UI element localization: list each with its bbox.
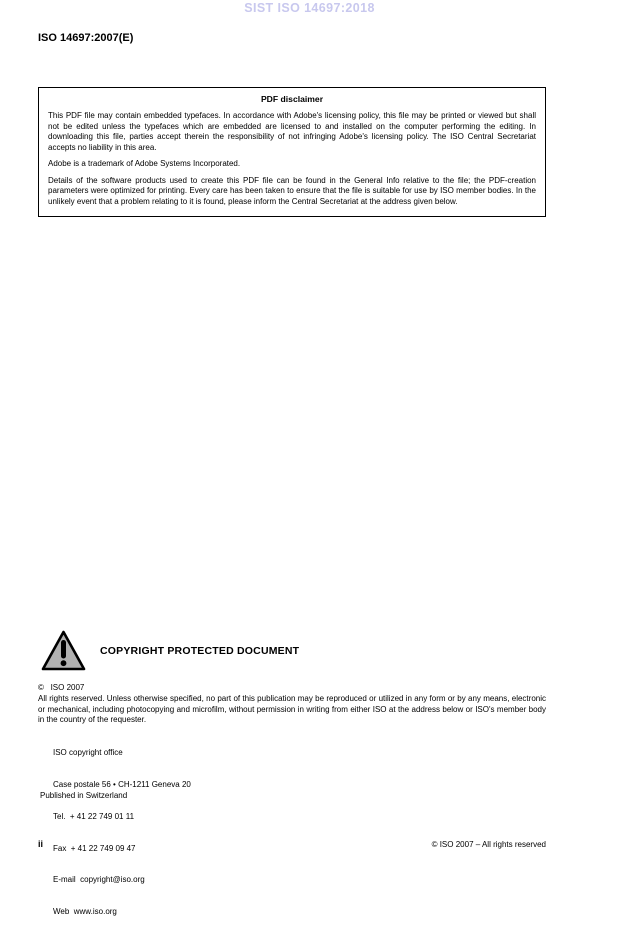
copyright-heading: COPYRIGHT PROTECTED DOCUMENT: [100, 644, 300, 657]
watermark-text: SIST ISO 14697:2018: [244, 1, 375, 15]
address-line: Case postale 56 • CH-1211 Geneva 20: [53, 779, 191, 789]
copyright-body: All rights reserved. Unless otherwise specified, no part of this publication may be reproduced or utilized in any form or by any means, electronic or mechanical, including photocopying and microfilm, without permission in writing from either ISO at the address below or ISO's member body in the country of the requester.: [38, 694, 546, 725]
address-line: Fax + 41 22 749 09 47: [53, 843, 136, 853]
disclaimer-paragraph: Adobe is a trademark of Adobe Systems Incorporated.: [48, 159, 241, 169]
iso-address-block: [53, 727, 191, 939]
disclaimer-title: PDF disclaimer: [260, 94, 324, 104]
disclaimer-paragraph: This PDF file may contain embedded typefaces. In accordance with Adobe's licensing policy, this file may be printed or viewed but shall not be edited unless the typefaces which are embedded are licensed to and installed on the computer performing the editing. In downloading this file, parties accept therein the responsibility of not infringing Adobe's licensing policy. The ISO Central Secretariat accepts no liability in this area.: [48, 111, 536, 152]
pdf-disclaimer-box: [38, 87, 546, 217]
address-line: Web www.iso.org: [53, 907, 117, 917]
address-line: E-mail copyright@iso.org: [53, 875, 145, 885]
address-line: ISO copyright office: [53, 748, 123, 758]
warning-triangle-icon: [40, 629, 87, 672]
footer-copyright: © ISO 2007 – All rights reserved: [431, 840, 546, 849]
copyright-notice: © ISO 2007: [38, 683, 85, 692]
published-line: Published in Switzerland: [40, 791, 128, 800]
document-reference: ISO 14697:2007(E): [38, 32, 134, 44]
copyright-header: [40, 629, 299, 672]
page-footer: [38, 839, 546, 849]
page-number: ii: [38, 839, 44, 849]
address-line: Tel. + 41 22 749 01 11: [53, 811, 135, 821]
disclaimer-paragraph: Details of the software products used to create this PDF file can be found in the General Info relative to the file; the PDF-creation parameters were optimized for printing. Every care has been taken to ensure that the file is suitable for use by ISO member bodies. In the unlikely event that a problem relating to it is found, please inform the Central Secretariat at the address given below.: [48, 175, 536, 206]
